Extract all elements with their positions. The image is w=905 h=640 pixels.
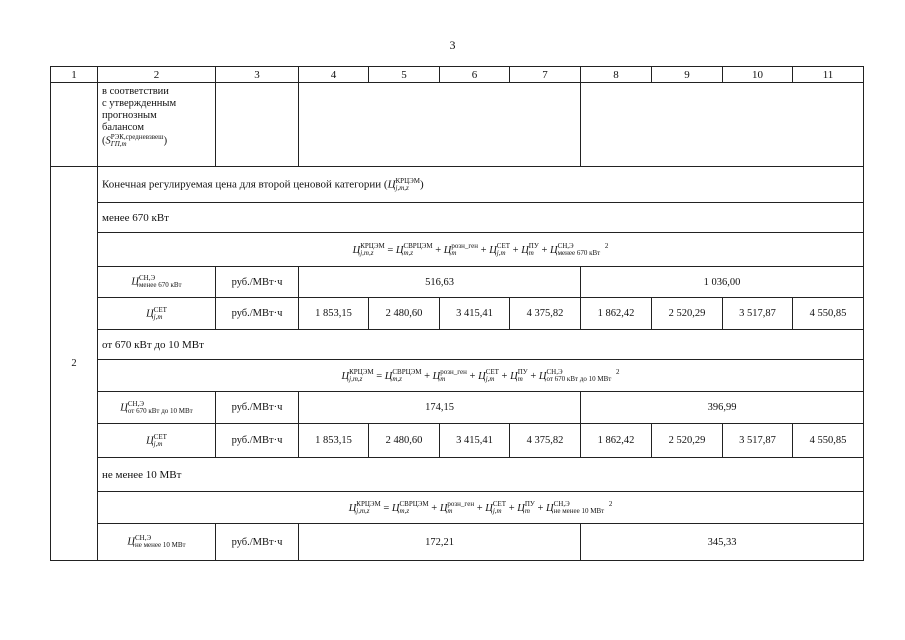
header-cell: 5	[369, 67, 440, 83]
header-cell: 3	[216, 67, 299, 83]
value-cell: 2 480,60	[369, 424, 440, 458]
unit-cell: руб./МВт·ч	[216, 267, 299, 298]
sn-label: ЦСН,Э от 670 кВт до 10 МВт	[98, 392, 216, 424]
value-cell: 4 375,82	[510, 298, 581, 330]
sn-row	[51, 392, 864, 424]
formula: ЦКРЦЭМ j,m,z = ЦСВРЦЭМ m,z + Црозн_ген m + ЦСЕТ j,m + ЦПУ m + ЦСН,Э от 670 кВт до 10 МВт $^2$	[98, 360, 864, 392]
formula: ЦКРЦЭМ j,m,z = ЦСВРЦЭМ m,z + Црозн_ген m + ЦСЕТ j,m + ЦПУ m + ЦСН,Э не менее 10 МВт $^2$	[98, 492, 864, 524]
value-cell: 3 517,87	[723, 424, 793, 458]
formula: ЦКРЦЭМ j,m,z = ЦСВРЦЭМ m,z + Црозн_ген m + ЦСЕТ j,m + ЦПУ m + ЦСН,Э менее 670 кВт $^2$	[98, 233, 864, 267]
column-number-row	[51, 67, 864, 83]
value-cell: 2 480,60	[369, 298, 440, 330]
unit-cell: руб./МВт·ч	[216, 424, 299, 458]
formula-row	[51, 233, 864, 267]
value-cell: 4 550,85	[793, 298, 864, 330]
value-cell: 1 862,42	[581, 298, 652, 330]
empty-cell	[299, 83, 581, 167]
header-cell: 8	[581, 67, 652, 83]
value-cell: 4 375,82	[510, 424, 581, 458]
value-cell: 3 517,87	[723, 298, 793, 330]
value-cell: 3 415,41	[440, 298, 510, 330]
header-cell: 7	[510, 67, 581, 83]
value-cell: 172,21	[299, 524, 581, 561]
value-cell: 4 550,85	[793, 424, 864, 458]
tariff-table	[50, 66, 864, 561]
section-title: Конечная регулируемая цена для второй ценовой категории (ЦКРЦЭМ j,m,z )	[98, 167, 864, 203]
balance-row	[51, 83, 864, 167]
sn-row	[51, 267, 864, 298]
sn-row	[51, 524, 864, 561]
value-cell: 516,63	[299, 267, 581, 298]
section-title-row	[51, 167, 864, 203]
value-cell: 2 520,29	[652, 424, 723, 458]
block-heading: менее 670 кВт	[98, 203, 864, 233]
unit-cell: руб./МВт·ч	[216, 298, 299, 330]
sn-label: ЦСН,Э менее 670 кВт	[98, 267, 216, 298]
empty-cell	[216, 83, 299, 167]
set-row	[51, 298, 864, 330]
value-cell: 2 520,29	[652, 298, 723, 330]
block-heading: не менее 10 МВт	[98, 458, 864, 492]
header-cell: 6	[440, 67, 510, 83]
value-cell: 345,33	[581, 524, 864, 561]
header-cell: 1	[51, 67, 98, 83]
set-label: ЦСЕТ j,m	[98, 424, 216, 458]
header-cell: 2	[98, 67, 216, 83]
value-cell: 1 853,15	[299, 298, 369, 330]
block-heading-row	[51, 330, 864, 360]
set-row	[51, 424, 864, 458]
value-cell: 1 036,00	[581, 267, 864, 298]
block-heading-row	[51, 203, 864, 233]
value-cell: 396,99	[581, 392, 864, 424]
unit-cell: руб./МВт·ч	[216, 524, 299, 561]
unit-cell: руб./МВт·ч	[216, 392, 299, 424]
set-label: ЦСЕТ j,m	[98, 298, 216, 330]
value-cell: 1 862,42	[581, 424, 652, 458]
sn-label: ЦСН,Э не менее 10 МВт	[98, 524, 216, 561]
header-cell: 4	[299, 67, 369, 83]
block-heading-row	[51, 458, 864, 492]
value-cell: 3 415,41	[440, 424, 510, 458]
header-cell: 11	[793, 67, 864, 83]
block-heading: от 670 кВт до 10 МВт	[98, 330, 864, 360]
empty-cell	[51, 83, 98, 167]
balance-symbol: (SРЭК,средневзвеш ГП,m )	[102, 133, 168, 148]
formula-row	[51, 492, 864, 524]
row-number: 2	[51, 167, 98, 561]
value-cell: 1 853,15	[299, 424, 369, 458]
balance-text-cell: в соответствии с утвержденным прогнозным балансом (SРЭК,средневзвеш ГП,m )	[98, 83, 216, 167]
header-cell: 10	[723, 67, 793, 83]
empty-cell	[581, 83, 864, 167]
formula-row	[51, 360, 864, 392]
page-number: 3	[449, 38, 456, 52]
value-cell: 174,15	[299, 392, 581, 424]
header-cell: 9	[652, 67, 723, 83]
